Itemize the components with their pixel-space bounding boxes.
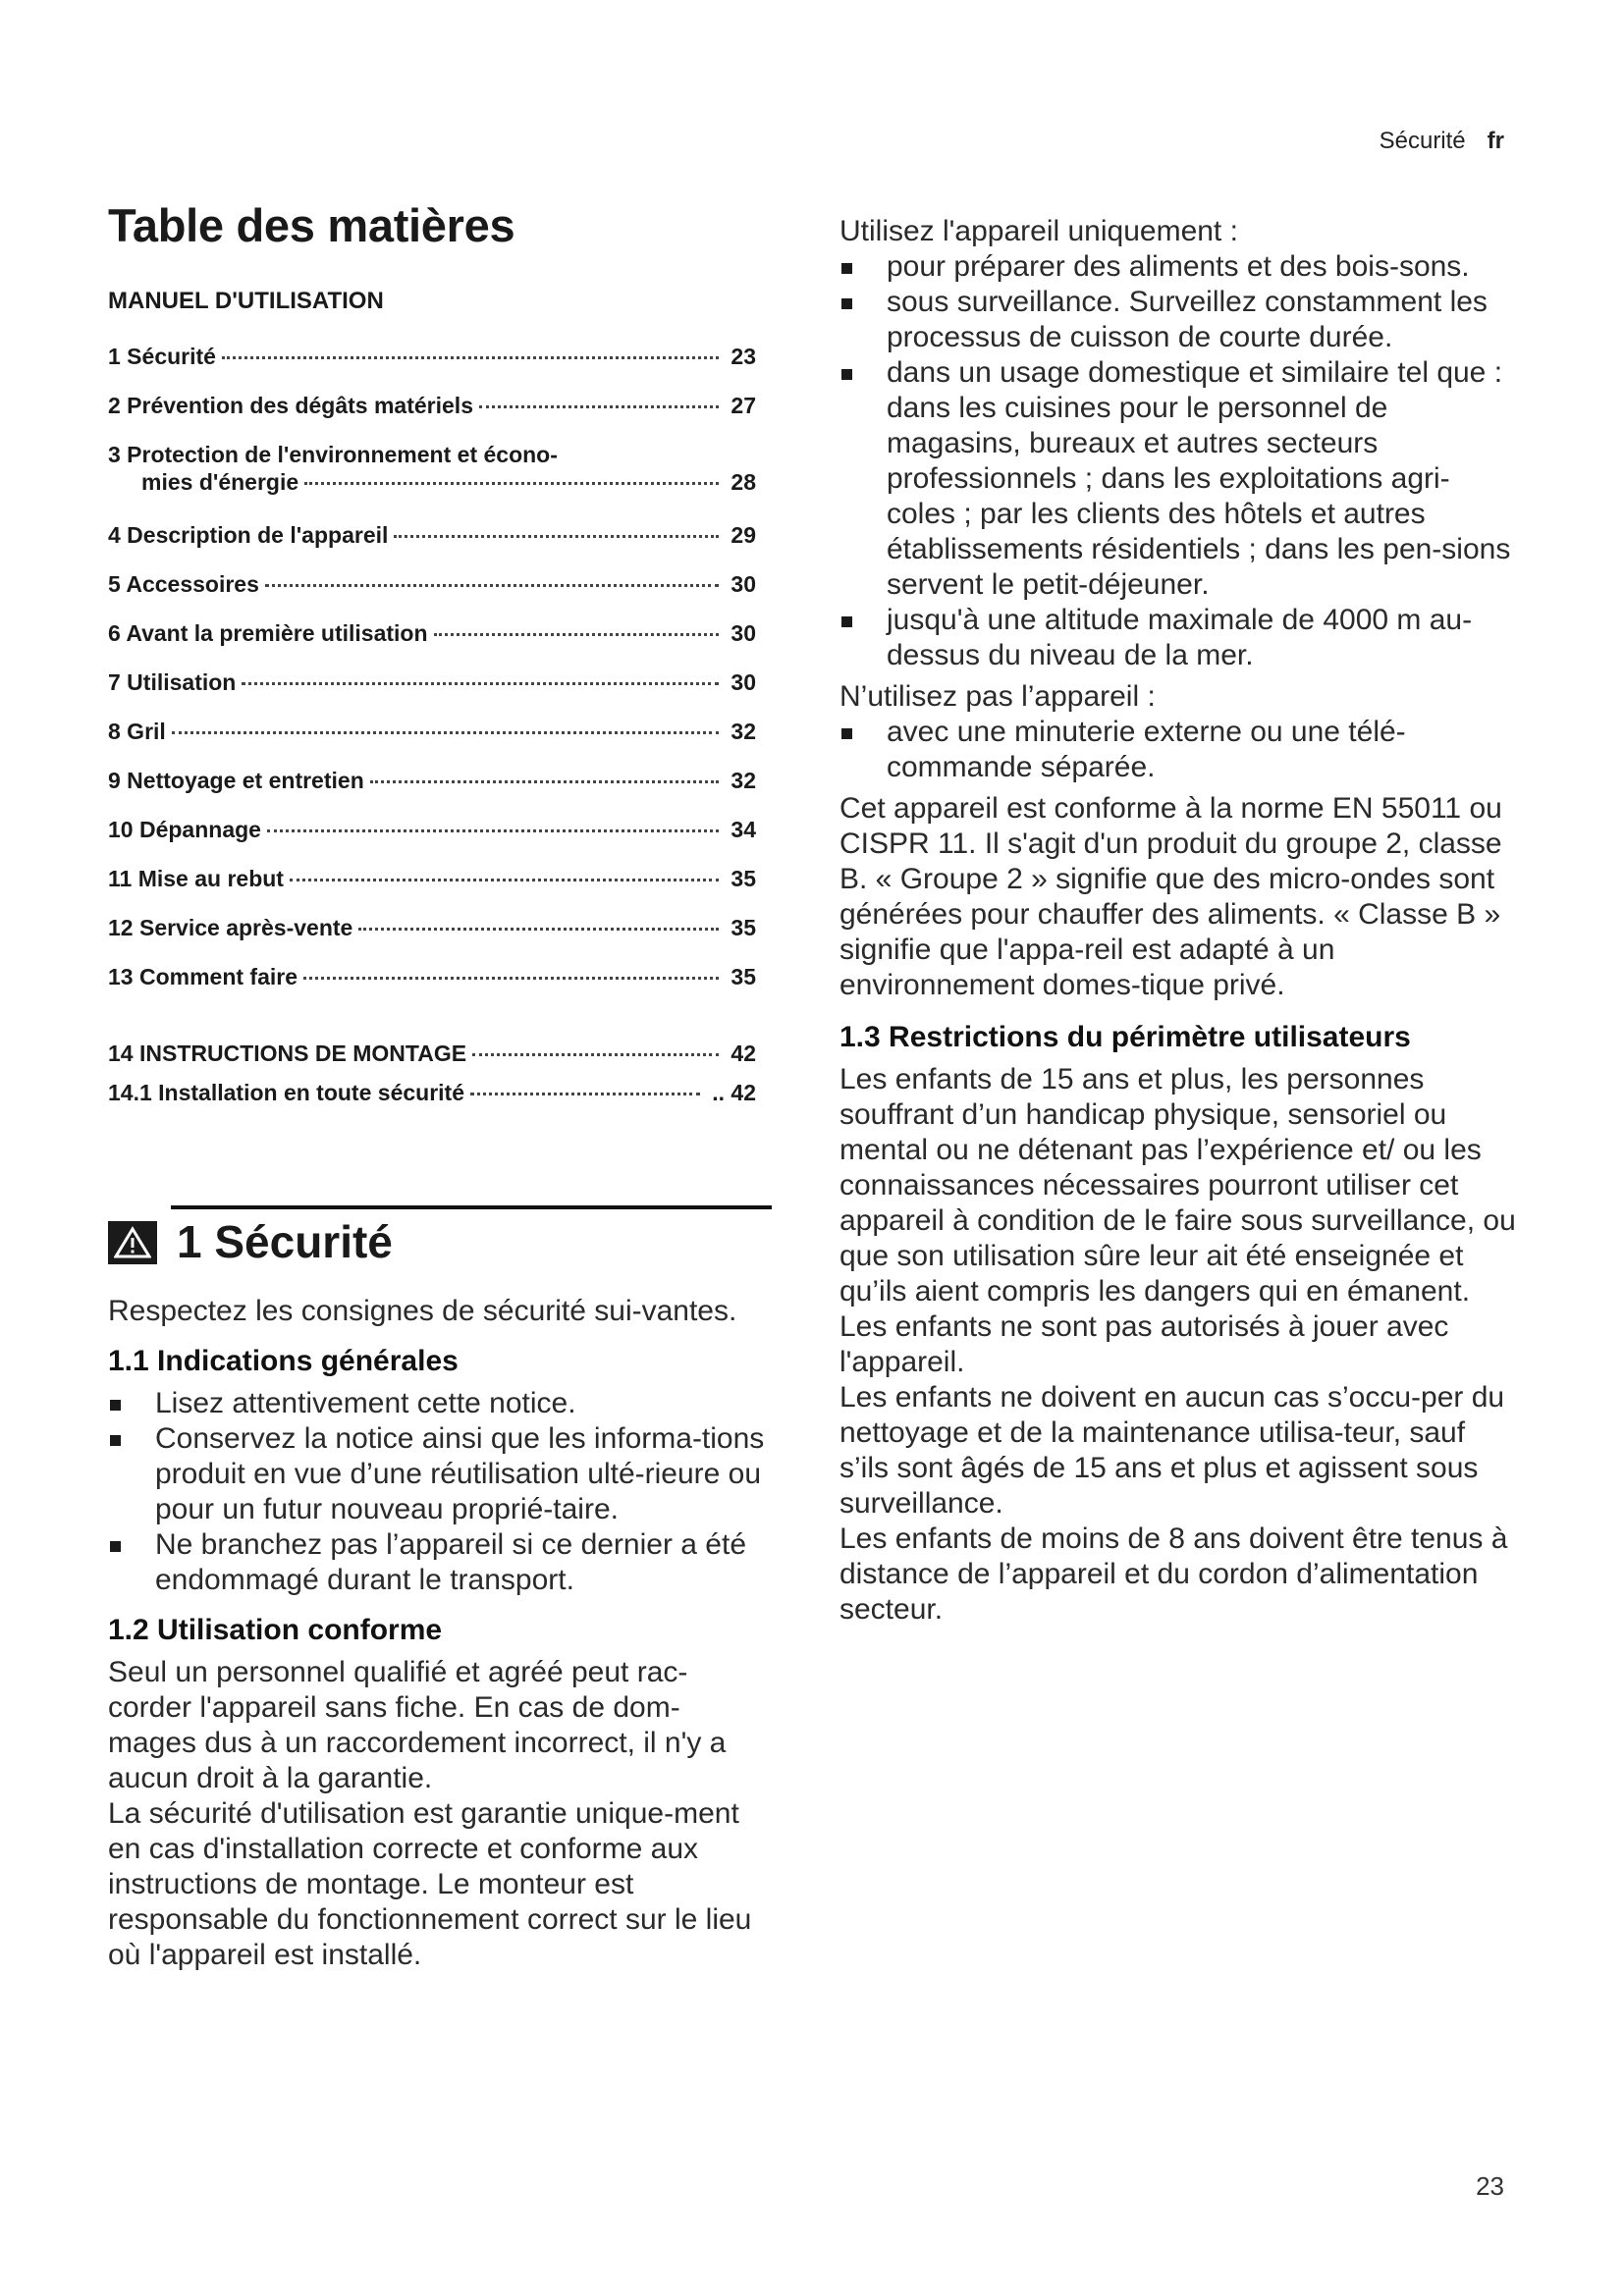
chapter-title: 1 Sécurité — [177, 1216, 393, 1267]
running-header — [1380, 128, 1504, 155]
toc-entry-page: 28 — [731, 469, 756, 495]
toc-entry-label: 7 Utilisation — [108, 669, 237, 695]
list-item: sous surveillance. Surveillez constamment les processus de cuisson de courte durée. — [839, 285, 1517, 355]
toc-leader — [472, 1053, 719, 1056]
toc-entry[interactable] — [108, 1040, 756, 1079]
toc-section-label: MANUEL D'UTILISATION — [108, 288, 384, 314]
toc-leader — [479, 405, 719, 408]
toc-entry[interactable] — [108, 441, 756, 521]
general-instructions-list — [108, 1386, 766, 1598]
toc-leader — [303, 977, 719, 980]
toc-entry-page: 42 — [731, 1041, 756, 1066]
toc-entry[interactable] — [108, 963, 756, 1012]
toc-entry[interactable] — [108, 392, 756, 441]
paragraph: Les enfants de 15 ans et plus, les personnes souffrant d’un handicap physique, sensoriel ou mental ou ne détenant pas l’expérience et/ ou les connaissances nécessaires pourront utiliser cet appareil à condition de le faire sous surveillance, ou que son utilisation sûre leur ait été enseignée et qu’ils aient compris les dangers qui en émanent. — [839, 1063, 1516, 1308]
running-header-lang: fr — [1487, 128, 1504, 154]
chapter-rule — [171, 1205, 772, 1209]
list-item: Lisez attentivement cette notice. — [108, 1386, 766, 1421]
toc-entry-page: 35 — [731, 915, 756, 940]
toc-leader — [222, 356, 719, 359]
toc-entry[interactable] — [108, 718, 756, 767]
toc-list — [108, 343, 756, 1118]
toc-leader — [434, 633, 720, 636]
section-heading-1-2: 1.2 Utilisation conforme — [108, 1614, 443, 1646]
toc-entry-page: 30 — [731, 620, 756, 646]
toc-entry-page: 30 — [731, 669, 756, 695]
toc-entry[interactable] — [108, 668, 756, 718]
toc-entry-page: 34 — [731, 817, 756, 842]
toc-entry-label: 1 Sécurité — [108, 344, 216, 369]
toc-entry-label: 4 Description de l'appareil — [108, 522, 389, 548]
toc-entry-label: 11 Mise au rebut — [108, 866, 284, 891]
list-item: jusqu'à une altitude maximale de 4000 m au-dessus du niveau de la mer. — [839, 603, 1517, 673]
left-body — [108, 1294, 766, 1973]
no-use-intro: N’utilisez pas l’appareil : — [839, 680, 1156, 713]
toc-entry-page: 27 — [731, 393, 756, 418]
toc-spacer — [108, 1012, 756, 1040]
list-item: avec une minuterie externe ou une télé-commande séparée. — [839, 715, 1517, 785]
toc-leader — [290, 879, 719, 881]
toc-leader — [172, 731, 720, 734]
right-column — [839, 214, 1517, 1628]
toc-entry-page: 35 — [731, 866, 756, 891]
section-heading-1-1: 1.1 Indications générales — [108, 1345, 459, 1377]
toc-entry-page: 23 — [731, 344, 756, 369]
warning-triangle-icon — [108, 1221, 157, 1264]
list-item: dans un usage domestique et similaire tel que : dans les cuisines pour le personnel de magasins, bureaux et autres secteurs professionnels ; dans les exploitations agri-coles ; par les clients des hôtels et autres établissements résidentiels ; dans les pen-sions servent le petit-déjeuner. — [839, 355, 1517, 603]
toc-entry-label-cont: mies d'énergie — [141, 469, 299, 495]
toc-entry[interactable] — [108, 570, 756, 619]
list-item: Conservez la notice ainsi que les informa-tions produit en vue d’une réutilisation ulté-rieure ou pour un futur nouveau proprié-taire. — [108, 1421, 766, 1527]
chapter-intro: Respectez les consignes de sécurité sui-vantes. — [108, 1295, 737, 1327]
toc-entry-label: 2 Prévention des dégâts matériels — [108, 393, 473, 418]
toc-leader — [394, 535, 719, 538]
toc-entry-label: 13 Comment faire — [108, 964, 298, 989]
toc-entry-page: 32 — [731, 719, 756, 744]
conformity-paragraph: Cet appareil est conforme à la norme EN 55011 ou CISPR 11. Il s'agit d'un produit du groupe 2, classe B. « Groupe 2 » signifie que des micro-ondes sont générées pour chauffer des aliments. « Classe B » signifie que l'appa-reil est adapté à un environnement domes-tique privé. — [839, 792, 1502, 1001]
toc-entry-page: 35 — [731, 964, 756, 989]
toc-leader — [304, 482, 719, 485]
toc-leader — [265, 584, 720, 587]
toc-entry-label: 5 Accessoires — [108, 571, 259, 597]
use-intro: Utilisez l'appareil uniquement : — [839, 215, 1238, 247]
toc-entry[interactable] — [108, 816, 756, 865]
toc-title: Table des matières — [108, 199, 515, 251]
list-item: Ne branchez pas l’appareil si ce dernier a été endommagé durant le transport. — [108, 1527, 766, 1598]
toc-entry-page: .. 42 — [712, 1080, 756, 1105]
toc-entry-page: 32 — [731, 768, 756, 793]
toc-leader — [358, 928, 719, 931]
section-heading-1-3: 1.3 Restrictions du périmètre utilisateurs — [839, 1021, 1411, 1053]
toc-entry-label: 8 Gril — [108, 719, 166, 744]
toc-entry-label: 10 Dépannage — [108, 817, 261, 842]
toc-entry-page: 30 — [731, 571, 756, 597]
permitted-use-list — [839, 249, 1517, 673]
list-item: pour préparer des aliments et des bois-sons. — [839, 249, 1517, 285]
page-number: 23 — [1476, 2171, 1504, 2201]
toc-entry-label: 14.1 Installation en toute sécurité — [108, 1080, 464, 1105]
toc-entry-label: 3 Protection de l'environnement et écono- — [108, 442, 558, 467]
toc-entry[interactable] — [108, 914, 756, 963]
toc-entry-label: 14 INSTRUCTIONS DE MONTAGE — [108, 1041, 467, 1066]
paragraph: Les enfants de moins de 8 ans doivent être tenus à distance de l’appareil et du cordon d’alimentation secteur. — [839, 1522, 1508, 1626]
toc-leader — [370, 780, 720, 783]
running-header-section: Sécurité — [1379, 128, 1466, 154]
prohibited-use-list — [839, 715, 1517, 785]
toc-entry-label: 9 Nettoyage et entretien — [108, 768, 364, 793]
left-column — [108, 198, 776, 1118]
toc-leader — [242, 682, 719, 685]
toc-entry-page: 29 — [731, 522, 756, 548]
toc-leader — [267, 829, 719, 832]
toc-entry[interactable] — [108, 865, 756, 914]
toc-entry[interactable] — [108, 521, 756, 570]
toc-entry[interactable] — [108, 767, 756, 816]
paragraph: La sécurité d'utilisation est garantie unique-ment en cas d'installation correcte et conforme aux instructions de montage. Le monteur est responsable du fonctionnement correct sur le lieu où l'appareil est installé. — [108, 1797, 752, 1971]
toc-entry[interactable] — [108, 619, 756, 668]
toc-entry[interactable] — [108, 1079, 756, 1118]
toc-entry-label: 6 Avant la première utilisation — [108, 620, 428, 646]
toc-leader — [470, 1093, 700, 1095]
paragraph: Les enfants ne sont pas autorisés à jouer avec l'appareil. — [839, 1310, 1449, 1378]
paragraph: Les enfants ne doivent en aucun cas s’occu-per du nettoyage et de la maintenance utilisa-teur, sauf s’ils sont âgés de 15 ans et plus et agissent sous surveillance. — [839, 1381, 1505, 1520]
toc-entry[interactable] — [108, 343, 756, 392]
paragraph: Seul un personnel qualifié et agréé peut rac-corder l'appareil sans fiche. En cas de dom-mages dus à un raccordement incorrect, il n'y a aucun droit à la garantie. — [108, 1656, 727, 1794]
toc-entry-label: 12 Service après-vente — [108, 915, 353, 940]
